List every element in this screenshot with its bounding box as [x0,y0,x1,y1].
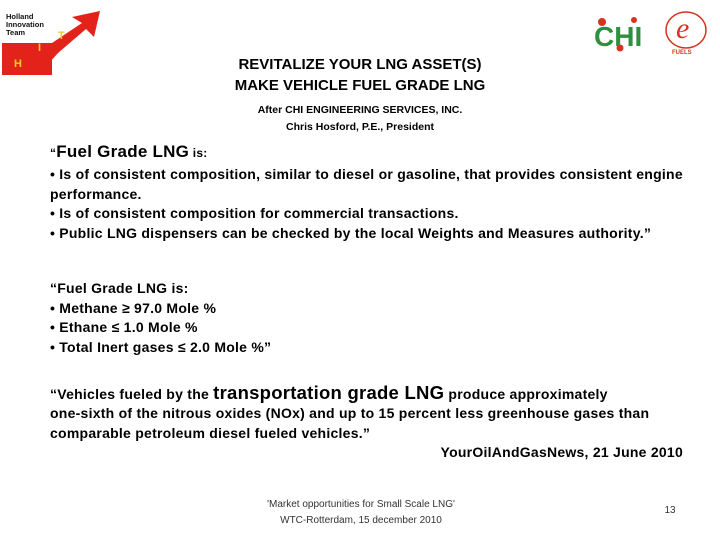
quote1-bullet: • Is of consistent composition, similar to diesel or gasoline, that provides consistent engine performance. [50,166,683,202]
page-number: 13 [664,505,676,516]
chi-fuels-logo [590,8,712,58]
footer-line-1: 'Market opportunities for Small Scale LNG' [267,499,455,510]
chi-e-letter: e [676,12,690,45]
quote3-body: one-sixth of the nitrous oxides (NOx) and up to 15 percent less greenhouse gases than comparable petroleum diesel fueled vehicles.” [50,405,650,441]
hit-org-line: Innovation [6,20,44,29]
title-line-1: REVITALIZE YOUR LNG ASSET(S) [238,56,482,73]
quote2-bullet: • Ethane ≤ 1.0 Mole % [50,319,198,335]
quote1-body [50,165,710,243]
slide-title [100,54,620,96]
quote2 [50,279,710,357]
hit-logo [0,5,104,80]
quote1-bullet: • Public LNG dispensers can be checked by the local Weights and Measures authority.” [50,224,652,241]
chi-fuels-logo-graphic [590,8,712,58]
quote1-bullet: • Is of consistent composition for commercial transactions. [50,205,459,221]
hit-org-line: Team [6,28,26,37]
quote3-heading [50,381,710,406]
chi-fuels-text: FUELS [672,50,692,56]
hit-org-name [6,13,56,37]
quote2-heading: “Fuel Grade LNG is: [50,280,189,296]
quote1-is: is: [189,146,208,160]
slide-footer [200,497,522,529]
slide-subtitle [100,102,620,136]
hit-letter-i: I [38,42,42,54]
quote3-emphasis: transportation grade LNG [213,382,445,403]
footer-line-2: WTC-Rotterdam, 15 december 2010 [280,515,442,526]
hit-letter-h: H [14,58,22,70]
quote3-post: produce approximately [444,386,608,402]
chi-text: CHI [594,21,643,52]
subtitle-line-2: Chris Hosford, P.E., President [285,121,434,133]
quote1-open-mark: “ [50,146,57,160]
quote3-source: YourOilAndGasNews, 21 June 2010 [440,444,683,460]
quote1-head: Fuel Grade LNG [56,142,190,161]
subtitle-line-1: After CHI ENGINEERING SERVICES, INC. [257,104,463,116]
title-line-2: MAKE VEHICLE FUEL GRADE LNG [234,77,486,94]
quote3-pre: “Vehicles fueled by the [50,386,214,402]
quote2-bullet: • Methane ≥ 97.0 Mole % [50,299,217,316]
hit-org-line: Holland [6,12,34,21]
hit-letter-t: T [58,30,65,42]
quote2-bullet: • Total Inert gases ≤ 2.0 Mole %” [50,338,272,355]
quote1-heading [50,140,710,165]
